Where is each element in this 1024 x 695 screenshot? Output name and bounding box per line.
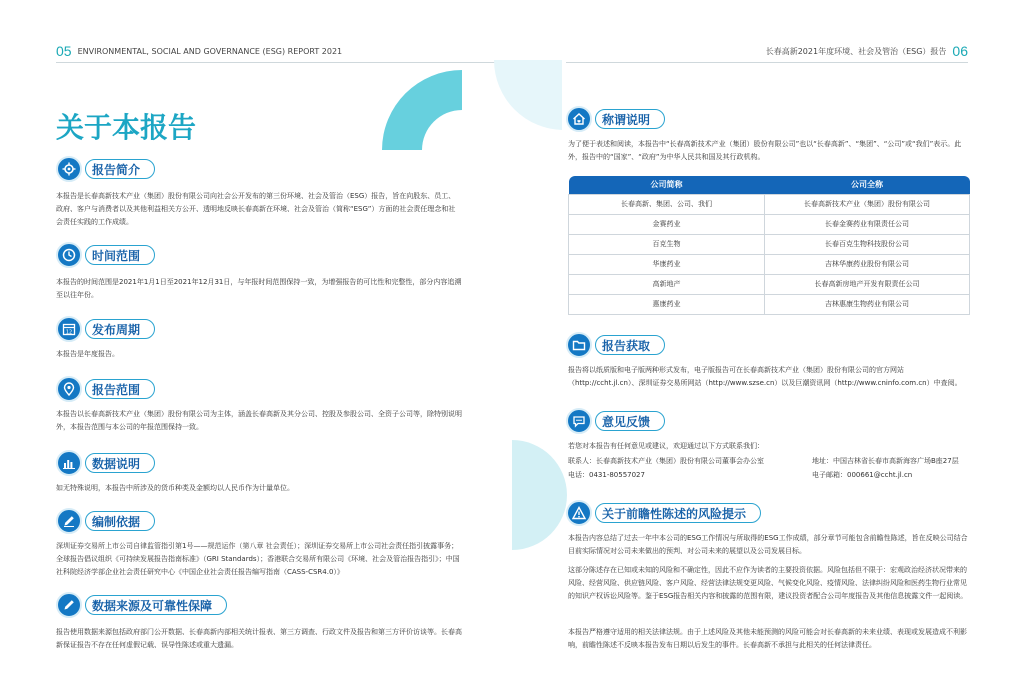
table-cell: 长春高新、集团、公司、我们 xyxy=(569,194,765,214)
section-risk-para-2: 这部分陈述存在已知或未知的风险和不确定性，因此不应作为读者的主要投资依据。风险包括但不限于：宏观政治经济状况带来的风险、经营风险、供应链风险、客户风险、经营法律法规变更风险、气候变化风险、疫情风险、法律纠纷风险和医药生物行业常见的知识产权诉讼风险等。鉴于ESG报告相关内容和披露的范围有限，建议投资者配合公司年度报告及其他信息披露文件一起阅读。 xyxy=(568,566,968,600)
left-header-title: ENVIRONMENTAL, SOCIAL AND GOVERNANCE (ESG) REPORT 2021 xyxy=(77,46,343,56)
table-cell: 金赛药业 xyxy=(569,214,765,234)
feedback-address: 地址：中国吉林省长春市高新海容广场B座27层 xyxy=(812,457,959,465)
left-page-number: 05 xyxy=(56,43,72,59)
table-header-row xyxy=(569,176,970,194)
decorative-light-circle xyxy=(452,60,562,140)
folder-icon xyxy=(566,332,592,358)
section-time-heading xyxy=(56,242,155,268)
table-cell: 吉林华康药业股份有限公司 xyxy=(765,254,970,274)
table-row xyxy=(569,214,970,234)
section-source-text: 报告使用数据来源包括政府部门公开数据、长春高新内部相关统计报表、第三方调查、行政文件及报告和第三方评价访谈等。长春高新保证报告不存在任何虚假记载、误导性陈述或重大遗漏。 xyxy=(56,628,462,649)
table-row xyxy=(569,274,970,294)
svg-text:12: 12 xyxy=(65,329,73,336)
table-cell: 长春金赛药业有限责任公司 xyxy=(765,214,970,234)
section-source-heading xyxy=(56,592,227,618)
section-cycle-heading xyxy=(56,316,155,342)
bar-chart-icon xyxy=(56,450,82,476)
section-scope-title: 报告范围 xyxy=(85,379,155,399)
section-names-text: 为了便于表述和阅读，本报告中“长春高新技术产业（集团）股份有限公司”也以“长春高新”、“集团”、“公司”或“我们”表示。此外，报告中的“国家”、“政府”为中华人民共和国及其行政机构。 xyxy=(568,140,962,161)
calendar-icon xyxy=(56,316,82,342)
section-names-heading xyxy=(566,106,665,132)
section-scope-heading xyxy=(56,376,155,402)
section-risk-heading xyxy=(566,500,761,526)
table-cell: 长春高新房地产开发有限责任公司 xyxy=(765,274,970,294)
table-row xyxy=(569,234,970,254)
company-names-table xyxy=(568,176,970,315)
section-data-heading xyxy=(56,450,155,476)
home-icon xyxy=(566,106,592,132)
table-cell: 长春百克生物科技股份公司 xyxy=(765,234,970,254)
section-access-heading xyxy=(566,332,665,358)
clock-icon xyxy=(56,242,82,268)
pencil-icon xyxy=(56,508,82,534)
table-cell: 百克生物 xyxy=(569,234,765,254)
right-page-header xyxy=(766,40,968,62)
feedback-phone: 电话：0431-80557027 xyxy=(568,471,645,479)
table-cell: 华康药业 xyxy=(569,254,765,274)
section-basis-heading xyxy=(56,508,155,534)
section-risk-title: 关于前瞻性陈述的风险提示 xyxy=(595,503,761,523)
feedback-email: 电子邮箱：000661@ccht.jl.cn xyxy=(812,471,913,479)
feedback-contact-name: 联系人：长春高新技术产业（集团）股份有限公司董事会办公室 xyxy=(568,457,764,465)
section-risk-para-1: 本报告内容总结了过去一年中本公司的ESG工作情况与所取得的ESG工作成绩，部分章节可能包含前瞻性陈述，旨在反映公司结合目前实际情况对公司未来做出的预判、对公司未来的展望以及公司发展目标。 xyxy=(568,534,968,555)
section-cycle-text: 本报告是年度报告。 xyxy=(56,350,119,358)
right-page-number: 06 xyxy=(952,43,968,59)
table-row xyxy=(569,294,970,314)
section-basis-text: 深圳证券交易所上市公司自律监管指引第1号——规范运作（第八章 社会责任）；深圳证券交易所上市公司社会责任指引披露事务；全球报告倡议组织《可持续发展报告指南标准》（GRI Standards）；香港联合交易所有限公司《环境、社会及管治报告指引》；中国社科院经济学部企业社会责任研究中心《中国企业社会责任报告编写指南（CASS-CSR4.0）》 xyxy=(56,542,460,576)
table-row xyxy=(569,254,970,274)
table-row xyxy=(569,194,970,214)
page-title: 关于本报告 xyxy=(56,111,197,144)
section-cycle-title: 发布周期 xyxy=(85,319,155,339)
chat-icon xyxy=(566,408,592,434)
section-intro-heading xyxy=(56,156,155,182)
section-intro-title: 报告简介 xyxy=(85,159,155,179)
table-header-short: 公司简称 xyxy=(569,176,765,194)
section-feedback-heading xyxy=(566,408,665,434)
section-data-text: 如无特殊说明，本报告中所涉及的货币种类及金额均以人民币作为计量单位。 xyxy=(56,484,294,492)
section-time-title: 时间范围 xyxy=(85,245,155,265)
section-names-title: 称谓说明 xyxy=(595,109,665,129)
table-cell: 惠康药业 xyxy=(569,294,765,314)
decorative-arc-shape xyxy=(382,70,462,150)
table-cell: 长春高新技术产业（集团）股份有限公司 xyxy=(765,194,970,214)
section-risk-para-3: 本报告严格遵守适用的相关法律法规。由于上述风险及其他未能预测的风险可能会对长春高新的未来业绩、表现或发展造成不利影响，前瞻性陈述不反映本报告发布日期以后发生的事件。长春高新不承担与此相关的任何法律责任。 xyxy=(568,628,967,649)
gear-icon xyxy=(56,156,82,182)
location-pin-icon xyxy=(56,376,82,402)
section-feedback-title: 意见反馈 xyxy=(595,411,665,431)
table-cell: 高新地产 xyxy=(569,274,765,294)
section-intro-text: 本报告是长春高新技术产业（集团）股份有限公司向社会公开发布的第三份环境、社会及管治（ESG）报告，旨在向股东、员工、政府、客户与消费者以及其他利益相关方公开、透明地反映长春高新在环境、社会及管治（简称“ESG”）方面的社会责任理念和社会责任实践的工作成绩。 xyxy=(56,192,456,226)
table-header-full: 公司全称 xyxy=(765,176,970,194)
section-data-title: 数据说明 xyxy=(85,453,155,473)
feedback-intro-text: 若您对本报告有任何意见或建议，欢迎通过以下方式联系我们： xyxy=(568,442,764,450)
left-page-header xyxy=(56,40,342,62)
table-cell: 吉林惠康生物药业有限公司 xyxy=(765,294,970,314)
section-scope-text: 本报告以长春高新技术产业（集团）股份有限公司为主体，涵盖长春高新及其分公司、控股及参股公司、全资子公司等，除特别说明外，本报告范围与本公司的年报范围保持一致。 xyxy=(56,410,462,431)
section-basis-title: 编制依据 xyxy=(85,511,155,531)
decorative-half-circle xyxy=(512,440,568,550)
section-access-text: 报告将以纸质版和电子版两种形式发布，电子版报告可在长春高新技术产业（集团）股份有限公司的官方网站（http://ccht.jl.cn）、深圳证券交易所网站（http://www.szse.cn）以及巨潮资讯网（http://www.cninfo.com.cn）中查阅。 xyxy=(568,366,962,387)
section-source-title: 数据来源及可靠性保障 xyxy=(85,595,227,615)
pencil-icon xyxy=(56,592,82,618)
section-access-title: 报告获取 xyxy=(595,335,665,355)
left-header-divider xyxy=(56,62,498,63)
right-header-divider xyxy=(566,62,968,63)
warning-icon xyxy=(566,500,592,526)
right-header-title: 长春高新2021年度环境、社会及管治（ESG）报告 xyxy=(765,46,947,56)
section-time-text: 本报告的时间范围是2021年1月1日至2021年12月31日，与年报时间范围保持一致，为增强报告的可比性和完整性，部分内容追溯至以往年份。 xyxy=(56,278,462,299)
